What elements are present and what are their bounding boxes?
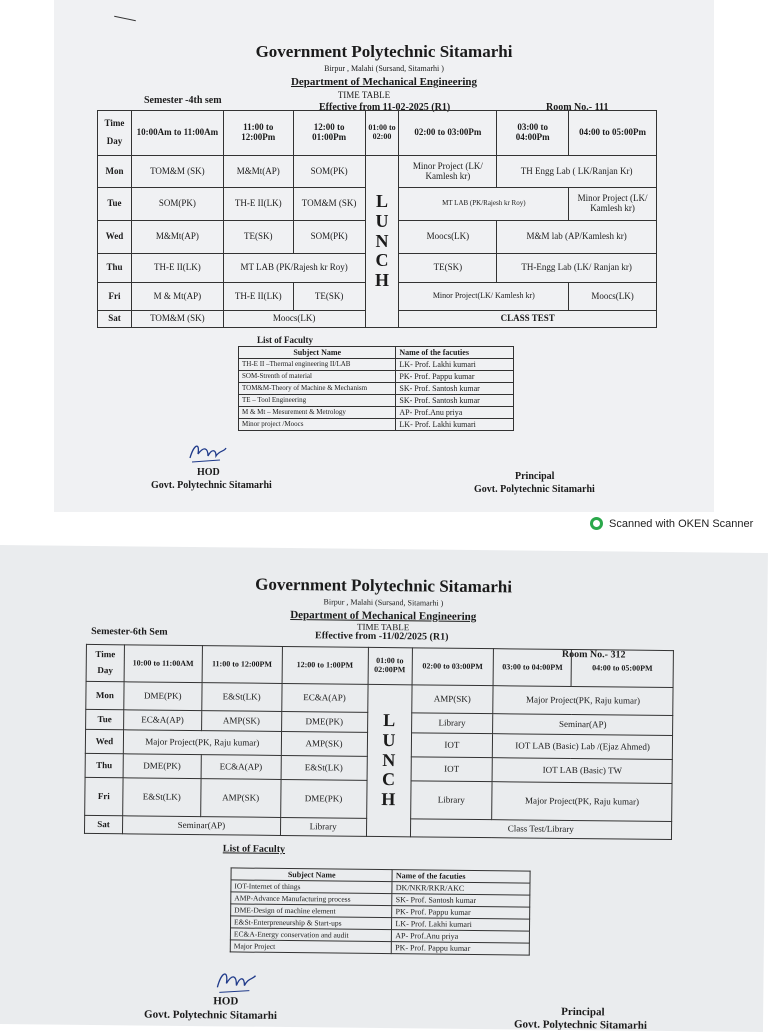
class-cell: SOM(PK) [293, 156, 365, 188]
class-cell: Moocs(LK) [569, 283, 657, 311]
faculty-name: SK- Prof. Santosh kumar [396, 395, 514, 407]
class-cell: Minor Project (LK/ Kamlesh kr) [569, 188, 657, 221]
timetable-sheet-4th-sem [54, 0, 714, 512]
class-cell: AMP(SK) [411, 685, 493, 714]
class-cell: TH-Engg Lab (LK/ Ranjan kr) [497, 254, 657, 283]
class-cell: TE(SK) [293, 283, 365, 311]
day-label: Mon [98, 156, 132, 188]
class-cell: CLASS TEST [399, 311, 657, 328]
faculty-name: PK- Prof. Pappu kumar [396, 371, 514, 383]
timetable-sheet-6th-sem [0, 545, 768, 1032]
faculty-subject: Minor project /Moocs [239, 419, 396, 431]
faculty-col-header: Subject Name [231, 868, 392, 882]
class-cell: E&St(LK) [202, 683, 282, 712]
class-cell: IOT [411, 733, 493, 758]
class-cell: DME(PK) [123, 754, 201, 779]
semester-label: Semester-6th Sem [91, 625, 168, 638]
faculty-col-header: Subject Name [239, 347, 396, 359]
hod-label: HOD [197, 467, 220, 478]
day-label: Thu [98, 254, 132, 283]
faculty-table [230, 867, 531, 955]
college-address: Birpur , Malahi (Sursand, Sitamarhi ) [324, 64, 444, 73]
faculty-name: LK- Prof. Lakhi kumari [396, 419, 514, 431]
room-number: Room No.- 312 [561, 648, 626, 661]
faculty-subject: DME-Design of machine element [231, 904, 392, 918]
college-title: Government Polytechnic Sitamarhi [255, 42, 513, 61]
lunch-column: L U N C H [366, 684, 412, 836]
principal-org: Govt. Polytechnic Sitamarhi [474, 484, 595, 495]
faculty-subject: E&St-Enterpreneurship & Start-ups [231, 916, 392, 930]
class-cell: AMP(SK) [200, 779, 280, 818]
day-label: Sat [98, 311, 132, 328]
principal-label: Principal [561, 1005, 605, 1019]
class-cell: EC&A(AP) [124, 710, 202, 731]
room-number: Room No.- 111 [546, 102, 609, 113]
faculty-subject: SOM-Strenth of material [239, 371, 396, 383]
faculty-name: LK- Prof. Lakhi kumari [392, 918, 530, 931]
class-cell: M & Mt(AP) [131, 283, 223, 311]
class-cell: E&St(LK) [281, 755, 367, 780]
faculty-heading: List of Faculty [257, 335, 313, 345]
faculty-subject: AMP-Advance Manufacturing process [231, 892, 392, 906]
class-cell: E&St(LK) [123, 778, 201, 817]
class-cell: Seminar(AP) [493, 714, 673, 736]
class-cell: Seminar(AP) [122, 816, 280, 836]
day-label: Wed [85, 729, 123, 753]
day-label: Tue [86, 709, 124, 729]
effective-date: Effective from 11-02-2025 (R1) [319, 102, 451, 113]
class-cell: M&M lab (AP/Kamlesh kr) [497, 221, 657, 254]
class-cell: TOM&M (SK) [131, 311, 223, 328]
slot-header: 11:00 to 12:00Pm [223, 111, 293, 156]
faculty-col-header: Name of the facuties [396, 347, 514, 359]
department-name: Department of Mechanical Engineering [290, 609, 477, 623]
day-label: Sat [84, 815, 122, 833]
hod-label: HOD [213, 995, 239, 1008]
class-cell: AMP(SK) [281, 731, 367, 756]
class-cell: M&Mt(AP) [131, 221, 223, 254]
class-cell: Minor Project(LK/ Kamlesh kr) [399, 283, 569, 311]
hod-org: Govt. Polytechnic Sitamarhi [144, 1008, 278, 1022]
slot-header: 02:00 to 03:00Pm [399, 111, 497, 156]
faculty-heading: List of Faculty [222, 843, 286, 856]
oken-logo-icon [590, 517, 603, 530]
slot-header: 11:00 to 12:00PM [202, 646, 282, 684]
faculty-table [238, 346, 514, 431]
class-cell: Library [410, 781, 492, 820]
timetable-grid [84, 644, 674, 840]
class-cell: TOM&M (SK) [131, 156, 223, 188]
day-label: Thu [85, 753, 123, 777]
lunch-slot-header: 01:00 to 02:00 [365, 111, 399, 156]
slot-header: 10:00Am to 11:00Am [131, 111, 223, 156]
hod-signature [186, 440, 230, 466]
lunch-column: L U N C H [365, 156, 399, 328]
faculty-subject: EC&A-Energy conservation and audit [230, 928, 391, 942]
faculty-name: SK- Prof. Santosh kumar [396, 383, 514, 395]
class-cell: TOM&M (SK) [293, 188, 365, 221]
college-address: Birpur , Malahi (Sursand, Sitamarhi ) [323, 597, 444, 608]
class-cell: TH-E II(LK) [131, 254, 223, 283]
doc-title: TIME TABLE [337, 90, 391, 100]
timetable-grid [97, 110, 657, 328]
faculty-subject: Major Project [230, 940, 391, 954]
pen-mark [114, 16, 136, 22]
faculty-name: DK/NKR/RKR/AKC [392, 882, 530, 895]
faculty-name: PK- Prof. Pappu kumar [392, 906, 530, 919]
class-cell: TH Engg Lab ( LK/Ranjan Kr) [497, 156, 657, 188]
class-cell: IOT LAB (Basic) Lab /(Ejaz Ahmed) [493, 734, 673, 760]
day-label: Wed [98, 221, 132, 254]
slot-header: 04:00 to 05:00Pm [569, 111, 657, 156]
class-cell: Moocs(LK) [223, 311, 365, 328]
faculty-name: AP- Prof.Anu priya [392, 930, 530, 943]
class-cell: Major Project(PK, Raju kumar) [123, 730, 281, 756]
semester-label: Semester -4th sem [144, 95, 222, 106]
lunch-slot-header: 01:00 to 02:00PM [368, 647, 412, 684]
class-cell: SOM(PK) [131, 188, 223, 221]
class-cell: Major Project(PK, Raju kumar) [493, 686, 673, 716]
slot-header: 12:00 to 01:00Pm [293, 111, 365, 156]
class-cell: EC&A(AP) [281, 683, 367, 712]
doc-title: TIME TABLE [356, 621, 410, 633]
faculty-subject: M & Mt – Mesurement & Metrology [239, 407, 396, 419]
class-cell: MT LAB (PK/Rajesh kr Roy) [399, 188, 569, 221]
slot-header: 12:00 to 1:00PM [282, 646, 368, 684]
slot-header: 10:00 to 11:00AM [124, 645, 202, 683]
faculty-subject: TOM&M-Theory of Machine & Mechanism [239, 383, 396, 395]
faculty-name: SK- Prof. Santosh kumar [392, 894, 530, 907]
scanner-text: Scanned with OKEN Scanner [609, 517, 754, 530]
hod-org: Govt. Polytechnic Sitamarhi [151, 480, 272, 491]
slot-header: 02:00 to 03:00PM [412, 648, 494, 686]
day-label: Fri [85, 777, 123, 815]
day-label: Fri [98, 283, 132, 311]
effective-date: Effective from -11/02/2025 (R1) [315, 630, 449, 643]
faculty-subject: TE – Tool Engineering [239, 395, 396, 407]
class-cell: Major Project(PK, Raju kumar) [492, 782, 672, 822]
department-name: Department of Mechanical Engineering [290, 76, 478, 88]
class-cell: TE(SK) [223, 221, 293, 254]
class-cell: DME(PK) [280, 779, 366, 818]
class-cell: EC&A(AP) [201, 755, 281, 780]
faculty-subject: IOT-Internet of things [231, 880, 392, 894]
class-cell: TH-E II(LK) [223, 283, 293, 311]
day-label: Tue [98, 188, 132, 221]
class-cell: Class Test/Library [410, 819, 672, 840]
principal-label: Principal [515, 471, 555, 482]
slot-header: 04:00 to 05:00PM [571, 649, 673, 687]
class-cell: DME(PK) [281, 711, 367, 732]
time-day-header: Time Day [98, 111, 132, 156]
faculty-col-header: Name of the facuties [392, 870, 530, 883]
class-cell: M&Mt(AP) [223, 156, 293, 188]
faculty-name: PK- Prof. Pappu kumar [392, 942, 530, 955]
class-cell: SOM(PK) [293, 221, 365, 254]
class-cell: IOT LAB (Basic) TW [492, 758, 672, 784]
class-cell: MT LAB (PK/Rajesh kr Roy) [223, 254, 365, 283]
class-cell: AMP(SK) [201, 711, 281, 732]
college-title: Government Polytechnic Sitamarhi [255, 574, 513, 597]
class-cell: DME(PK) [124, 682, 202, 711]
class-cell: Library [411, 713, 493, 734]
hod-signature [213, 967, 259, 997]
faculty-name: LK- Prof. Lakhi kumari [396, 359, 514, 371]
time-day-header: Time Day [86, 644, 124, 681]
scanner-watermark [590, 517, 753, 530]
class-cell: Minor Project (LK/ Kamlesh kr) [399, 156, 497, 188]
class-cell: TE(SK) [399, 254, 497, 283]
class-cell: Moocs(LK) [399, 221, 497, 254]
principal-org: Govt. Polytechnic Sitamarhi [513, 1018, 647, 1032]
faculty-subject: TH-E II –Thermal engineering II/LAB [239, 359, 396, 371]
class-cell: TH-E II(LK) [223, 188, 293, 221]
class-cell: IOT [411, 757, 493, 782]
class-cell: Library [280, 817, 366, 836]
slot-header: 03:00 to 04:00Pm [497, 111, 569, 156]
faculty-name: AP- Prof.Anu priya [396, 407, 514, 419]
slot-header: 03:00 to 04:00PM [493, 649, 571, 687]
day-label: Mon [86, 681, 124, 709]
